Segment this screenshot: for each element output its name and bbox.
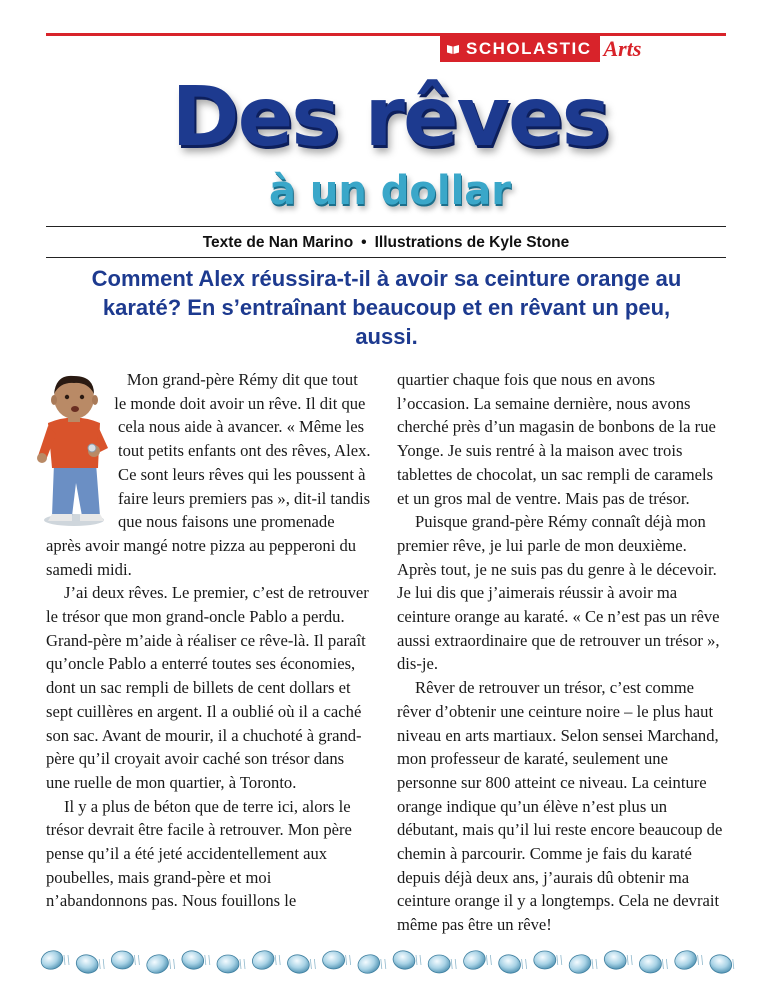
- coin-motion-mark: [557, 955, 558, 965]
- author-credit: Texte de Nan Marino: [202, 234, 354, 251]
- page-title: Des rêves: [171, 70, 609, 165]
- coin-icon: [217, 955, 239, 973]
- brand-suffix: Arts: [603, 36, 642, 61]
- coin-motion-mark: [244, 959, 245, 969]
- paragraph-2: J’ai deux rêves. Le premier, c’est de retrouver le trésor que mon grand-oncle Pablo a perdu. Grand-père m’aide à réaliser ce rêve-là. Il paraît qu’oncle Pablo a enterré toutes ses économies, dont un sac rempli de billets de cent dollars et sept cuillères en argent. Il a oublié où il a caché son sac. Avant de mourir, il a chuchoté à grand-père qu’il croyait avoir caché son trésor dans une ruelle de mon quartier, à Toronto.: [46, 583, 369, 792]
- coin-motion-mark: [733, 959, 734, 969]
- paragraph-4: quartier chaque fois que nous en avons l’occasion. La semaine dernière, nous avons cherché près d’un magasin de bonbons de la rue Yonge. Je suis rentré à la maison avec trois tablettes de chocolat, un sac rempli de caramels et un gros mal de ventre. Mais pas de trésor.: [397, 370, 716, 508]
- coin-motion-mark: [666, 959, 667, 969]
- book-icon: [446, 43, 460, 55]
- coin-icon: [355, 952, 382, 976]
- coin-motion-mark: [451, 959, 452, 969]
- coin-icon: [180, 948, 206, 971]
- paragraph-5: Puisque grand-père Rémy connaît déjà mon premier rêve, je lui parle de mon deuxième. Après tout, je ne suis pas du genre à le décevoir. Je lui dis que j’aimerais réussir à avoir ma ceinture orange au karaté. « Ce n’est pas un rêve aussi extraordinaire que de retrouver un trésor », dis-je.: [397, 512, 720, 674]
- scholastic-logo: [440, 36, 641, 62]
- coin-icon: [461, 948, 488, 972]
- coin-motion-mark: [526, 959, 527, 969]
- coin-motion-mark: [522, 959, 523, 969]
- coin-motion-mark: [702, 955, 703, 965]
- coin-motion-mark: [592, 959, 593, 969]
- coin-motion-mark: [209, 955, 210, 965]
- right-column: [397, 368, 727, 937]
- byline: [46, 234, 726, 252]
- coin-motion-mark: [310, 959, 311, 969]
- coin-motion-mark: [381, 959, 382, 969]
- coin-motion-mark: [68, 955, 69, 965]
- coin-motion-mark: [134, 955, 135, 965]
- coin-icon: [708, 952, 734, 975]
- coin-motion-mark: [420, 955, 421, 965]
- coin-icon: [534, 951, 556, 969]
- coin-motion-mark: [561, 955, 562, 965]
- coin-icon: [602, 948, 628, 971]
- coin-motion-mark: [627, 955, 628, 965]
- byline-rule-bottom: [46, 257, 726, 258]
- boy-illustration: [32, 368, 122, 528]
- coin-icon: [111, 951, 133, 969]
- coin-icon: [144, 952, 171, 976]
- paragraph-1: Mon grand-père Rémy dit que tout le monde doit avoir un rêve. Il dit que cela nous aide à avancer. « Même les tout petits enfants ont des rêves, Alex. Ce sont leurs rêves qui les poussent à faire leurs premiers pas », dit-il tandis que nous faisons une promenade après avoir mangé notre pizza au pepperoni du samedi midi.: [46, 370, 371, 579]
- coin-motion-mark: [174, 959, 175, 969]
- illustrator-credit: Illustrations de Kyle Stone: [374, 234, 570, 251]
- coin-border: [36, 944, 736, 980]
- coin-motion-mark: [416, 955, 417, 965]
- coin-motion-mark: [103, 959, 104, 969]
- coin-motion-mark: [205, 955, 206, 965]
- paragraph-6: Rêver de retrouver un trésor, c’est comme rêver d’obtenir une ceinture noire – le plus haut niveau en arts martiaux. Selon sensei Marchand, mon professeur de karaté, seulement une personne sur 800 atteint ce niveau. La ceinture orange indique qu’un élève n’est plus un débutant, mais qu’il lui reste encore beaucoup de chemin à parcourir. Comme je fais du karaté depuis déjà deux ans, j’aurais dû obtenir ma ceinture orange il y a longtemps. Cela ne devrait même pas être un rêve!: [397, 678, 723, 935]
- coin-motion-mark: [64, 955, 65, 965]
- coin-motion-mark: [346, 955, 347, 965]
- coin-motion-mark: [490, 955, 491, 965]
- coin-motion-mark: [314, 959, 315, 969]
- coin-icon: [250, 948, 277, 972]
- coin-icon: [323, 951, 345, 969]
- coin-icon: [567, 952, 594, 976]
- coin-icon: [39, 948, 66, 972]
- coin-motion-mark: [138, 955, 139, 965]
- coin-motion-mark: [279, 955, 280, 965]
- coin-icon: [391, 948, 417, 971]
- coin-motion-mark: [350, 955, 351, 965]
- coin-icon: [497, 952, 523, 975]
- coin-icon: [428, 955, 450, 973]
- coin-motion-mark: [596, 959, 597, 969]
- coin-icon: [672, 948, 699, 972]
- paragraph-3: Il y a plus de béton que de terre ici, alors le trésor devrait être facile à retrouver. Mon père pense qu’il a été jeté accidentellement aux poubelles, mais grand-père et moi n’abandonnons pas. Nous fouillons le: [46, 796, 352, 911]
- coin-motion-mark: [385, 959, 386, 969]
- coin-motion-mark: [170, 959, 171, 969]
- coin-motion-mark: [631, 955, 632, 965]
- coin-motion-mark: [99, 959, 100, 969]
- coin-icon: [639, 955, 661, 973]
- coin-motion-mark: [275, 955, 276, 965]
- left-column: [46, 368, 371, 913]
- article-deck: Comment Alex réussira-t-il à avoir sa ceinture orange au karaté? En s’entraînant beaucoup et en rêvant un peu, aussi.: [91, 266, 682, 349]
- coin-motion-mark: [455, 959, 456, 969]
- coin-motion-mark: [662, 959, 663, 969]
- brand-name: SCHOLASTIC: [466, 39, 592, 58]
- byline-separator: •: [361, 234, 367, 251]
- coin-motion-mark: [240, 959, 241, 969]
- coin-motion-mark: [486, 955, 487, 965]
- coin-icon: [74, 952, 100, 975]
- byline-rule-top: [46, 226, 726, 227]
- coin-icon: [285, 952, 311, 975]
- page-subtitle: à un dollar: [268, 168, 512, 214]
- coin-motion-mark: [698, 955, 699, 965]
